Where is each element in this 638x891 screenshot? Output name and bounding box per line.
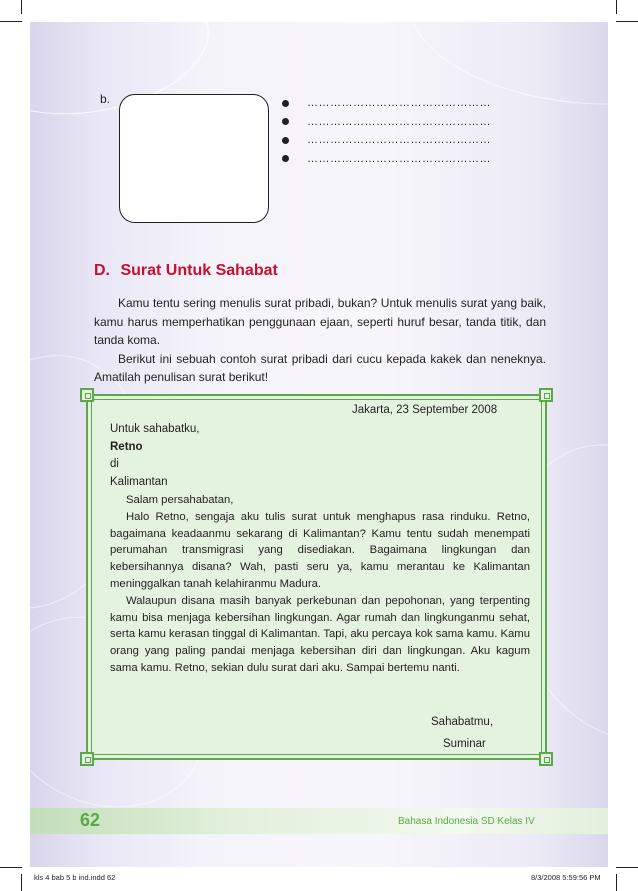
answer-lines xyxy=(282,94,512,168)
book-title: Bahasa Indonesia SD Kelas IV xyxy=(398,816,535,827)
address-to: Untuk sahabatku, xyxy=(110,423,200,435)
crop-mark xyxy=(616,874,617,891)
crop-mark xyxy=(616,867,638,868)
letter-greeting: Salam persahabatan, xyxy=(126,494,234,506)
bullet-icon xyxy=(282,118,289,125)
letter-closing: Sahabatmu, xyxy=(431,716,494,728)
address-place: Kalimantan xyxy=(110,475,168,488)
bullet-icon xyxy=(282,155,289,162)
bullet-icon xyxy=(282,100,289,107)
answer-dots: ………………………………………… xyxy=(307,152,491,165)
corner-ornament-icon xyxy=(80,388,94,402)
crop-mark xyxy=(21,874,22,891)
section-intro xyxy=(94,294,546,387)
letter-signature: Suminar xyxy=(443,738,486,750)
print-slug-file: kls 4 bab 5 b ind.indd 62 xyxy=(34,873,116,882)
letter-paragraph: Walaupun disana masih banyak perkebunan dan pepohonan, yang terpenting kamu bisa menjaga kebersihan lingkungan. Agar rumah dan lingkunganmu sehat, serta kamu kerasan tinggal di Kalimantan. Tapi, aku percaya kok sama kamu. Kamu orang yang paling pandai menjaga kebersihan diri dan lingkungan. Aku kagum sama kamu. Retno, sekian dulu surat dari aku. Sampai bertemu nanti. xyxy=(110,594,530,674)
crop-mark xyxy=(616,0,617,14)
crop-mark xyxy=(0,867,22,868)
crop-mark xyxy=(616,21,638,22)
corner-ornament-icon xyxy=(539,388,553,402)
section-title xyxy=(94,262,278,280)
corner-ornament-icon xyxy=(539,752,553,766)
answer-dots: ………………………………………… xyxy=(307,97,491,110)
address-prep: di xyxy=(110,458,119,470)
crop-mark xyxy=(0,21,22,22)
answer-dots: ………………………………………… xyxy=(307,115,491,128)
page-number: 62 xyxy=(80,810,101,830)
answer-dots: ………………………………………… xyxy=(307,134,491,147)
crop-mark xyxy=(21,0,22,14)
picture-frame xyxy=(119,94,269,223)
intro-paragraph: Berikut ini sebuah contoh surat pribadi dari cucu kepada kakek dan neneknya. Amatilah penulisan surat berikut! xyxy=(94,351,546,384)
letter-body xyxy=(110,492,530,677)
intro-paragraph: Kamu tentu sering menulis surat pribadi, bukan? Untuk menulis surat yang baik, kamu harus memperhatikan penggunaan ejaan, seperti huruf besar, tanda titik, dan tanda koma. xyxy=(94,296,546,347)
answer-line xyxy=(282,113,512,132)
answer-line xyxy=(282,131,512,150)
exercise-label: b. xyxy=(100,92,111,106)
letter-paragraph: Halo Retno, sengaja aku tulis surat untuk menghapus rasa rinduku. Retno, bagaimana keadaanmu sekarang di Kalimantan? Kamu tentu sudah menempati perumahan transmigrasi yang disediakan. Bagaimana lingkungan dan kebersihannya disana? Wah, pasti seru ya, kamu merantau ke Kalimantan meninggalkan tanah kelahiranmu Madura. xyxy=(110,510,530,590)
print-slug-timestamp: 8/3/2008 5:59:56 PM xyxy=(531,873,601,882)
section-letter: D. xyxy=(94,262,110,279)
letter-date: Jakarta, 23 September 2008 xyxy=(352,404,498,416)
answer-line xyxy=(282,94,512,113)
letter-address xyxy=(110,421,200,491)
bullet-icon xyxy=(282,137,289,144)
corner-ornament-icon xyxy=(80,752,94,766)
section-title-text: Surat Untuk Sahabat xyxy=(120,262,278,279)
answer-line xyxy=(282,150,512,169)
address-name: Retno xyxy=(110,440,143,453)
